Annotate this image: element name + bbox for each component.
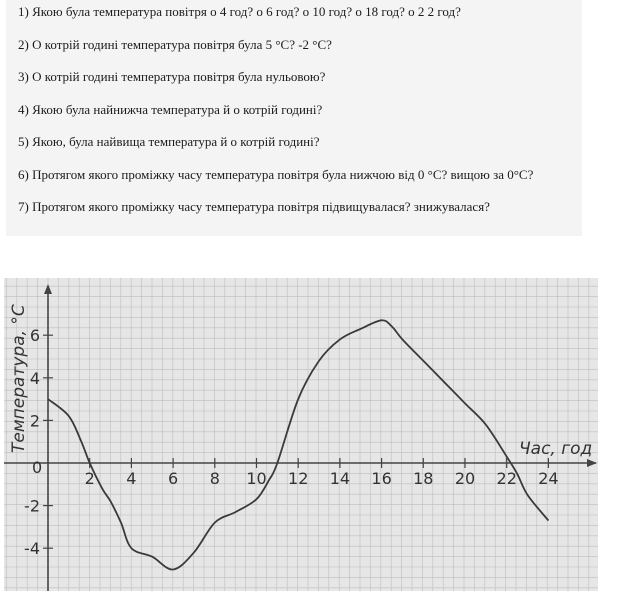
y-tick-label: -4 [24,539,40,559]
x-tick-label: 24 [538,469,559,488]
x-tick-label: 6 [168,469,179,488]
x-tick-label: 2 [84,469,95,488]
x-tick-label: 12 [288,469,309,488]
question-1: 1) Якою була температура повітря о 4 год? о 6 год? о 10 год? о 18 год? о 2 2 год? [18,4,461,19]
x-tick-label: 14 [329,469,351,488]
x-tick-label: 10 [246,469,267,488]
y-axis-arrow [44,284,52,294]
x-tick-label: 20 [454,469,476,488]
chart-grid [4,278,598,591]
y-tick-label: 6 [29,326,40,346]
question-7: 7) Протягом якого проміжку часу температура повітря підвищувалася? знижувалася? [18,199,490,214]
y-tick-label: -2 [24,496,40,516]
y-axis-label: Температура, °С [9,304,29,453]
chart-axes [4,284,597,591]
y-tick-label: 4 [29,368,40,388]
origin-label: 0 [32,458,43,477]
x-tick-label: 8 [209,469,220,488]
question-3: 3) О котрій годині температура повітря була нульовою? [18,69,326,84]
question-2: 2) О котрій годині температура повітря була 5 °С? -2 °С? [18,36,332,52]
x-tick-label: 4 [126,469,137,488]
question-4: 4) Якою була найнижча температура й о котрій годині? [18,101,323,117]
temperature-chart [4,278,598,591]
chart-svg [4,278,598,591]
y-tick-label: 2 [29,411,40,431]
x-tick-label: 18 [413,469,434,488]
question-6: 6) Протягом якого проміжку часу температура повітря була нижчою від 0 °С? вищою за 0°С? [18,166,534,182]
question-5: 5) Якою, була найвища температура й о котрій годині? [18,134,320,149]
x-tick-label: 22 [496,469,517,488]
x-axis-arrow [587,459,597,467]
x-tick-label: 16 [371,469,392,488]
x-axis-label: Час, год [519,439,593,459]
temperature-line [48,320,548,569]
chart-series [48,320,548,569]
questions-panel [6,0,582,236]
